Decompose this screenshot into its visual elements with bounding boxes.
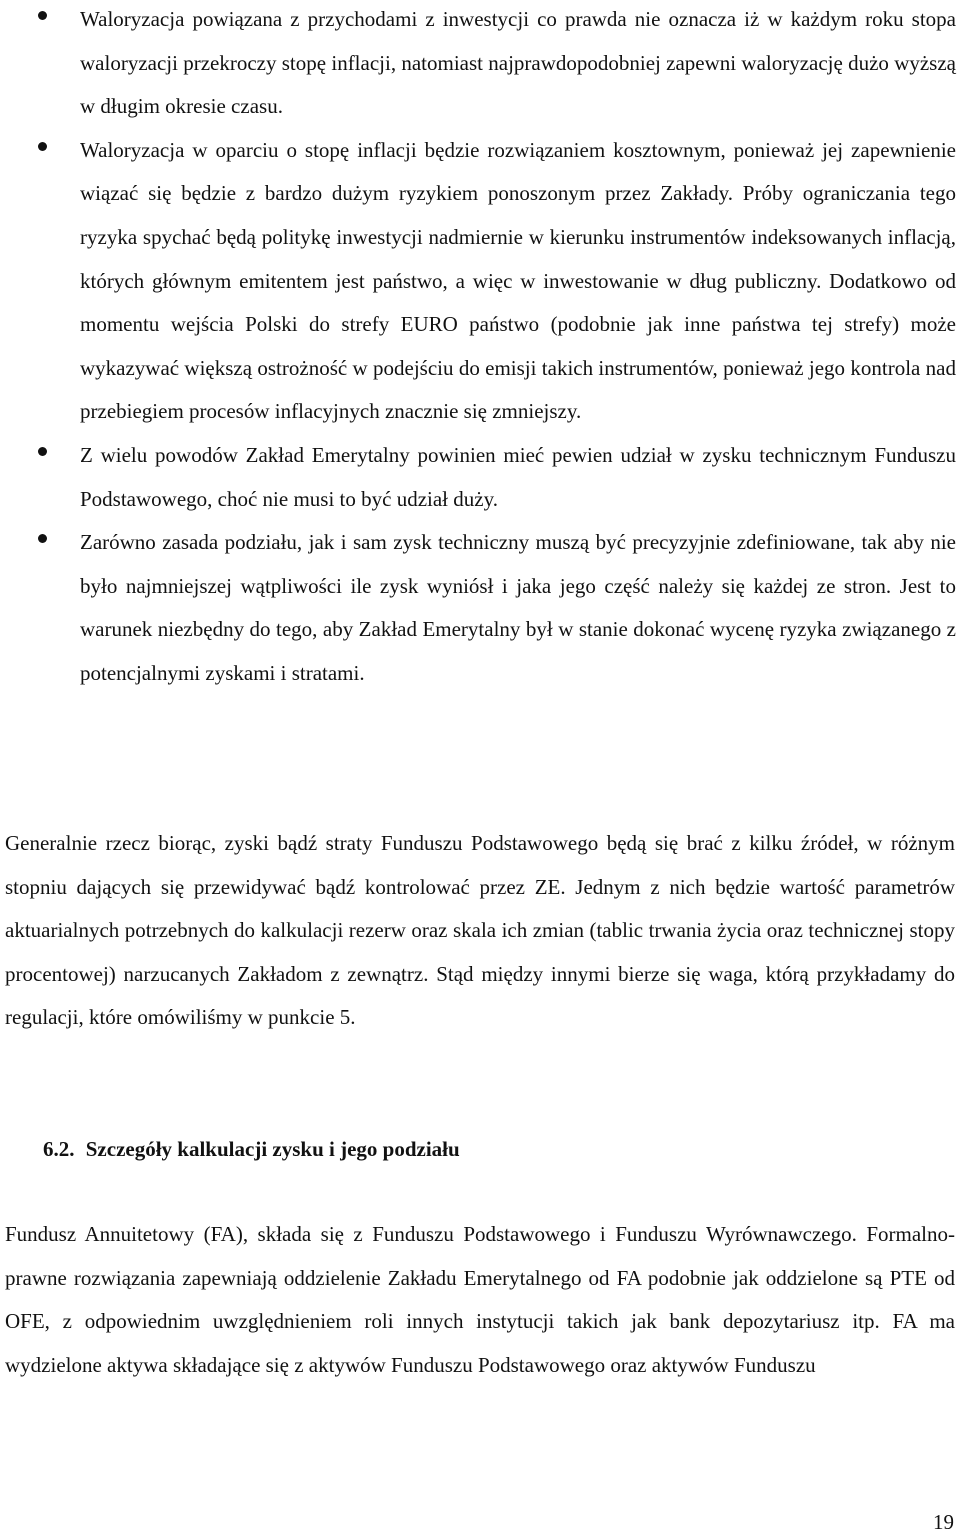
bullet-list — [0, 0, 960, 696]
bullet-text: Z wielu powodów Zakład Emerytalny powinien mieć pewien udział w zysku technicznym Funduszu Podstawowego, choć nie musi to być udział duży. — [80, 442, 956, 511]
section-title: Szczegóły kalkulacji zysku i jego podziału — [85, 1137, 460, 1161]
page-number: 19 — [933, 1510, 954, 1534]
body-paragraph: Generalnie rzecz biorąc, zyski bądź straty Funduszu Podstawowego będą się brać z kilku źródeł, w różnym stopniu dających się przewidywać bądź kontrolować przez ZE. Jednym z nich będzie wartość parametrów aktuarialnych potrzebnych do kalkulacji rezerw oraz skala ich zmian (tablic trwania życia oraz technicznej stopy procentowej) narzucanych Zakładom z zewnątrz. Stąd między innymi bierze się waga, którą przykładamy do regulacji, które omówiliśmy w punkcie 5. — [5, 831, 955, 1030]
body-paragraph: Fundusz Annuitetowy (FA), składa się z Funduszu Podstawowego i Funduszu Wyrównawczego. Formalno-prawne rozwiązania zapewniają oddzielenie Zakładu Emerytalnego od FA podobnie jak oddzielone są PTE od OFE, z odpowiednim uwzględnieniem roli innych instytucji takich jak bank depozytariusz itp. FA ma wydzielone aktywa składające się z aktywów Funduszu Podstawowego oraz aktywów Funduszu — [5, 1222, 955, 1377]
bullet-item — [0, 434, 960, 521]
bullet-item — [0, 0, 960, 129]
bullet-item — [0, 521, 960, 695]
section-number: 6.2. — [43, 1137, 75, 1161]
bullet-item — [0, 129, 960, 434]
bullet-text: Waloryzacja w oparciu o stopę inflacji będzie rozwiązaniem kosztownym, ponieważ jej zapewnienie wiązać się będzie z bardzo dużym ryzykiem ponoszonym przez Zakłady. Próby ograniczania tego ryzyka spychać będą politykę inwestycji nadmiernie w kierunku instrumentów indeksowanych inflacją, których głównym emitentem jest państwo, a więc w inwestowanie w dług publiczny. Dodatkowo od momentu wejścia Polski do strefy EURO państwo (podobnie jak inne państwa tej strefy) może wykazywać większą ostrożność w podejściu do emisji takich instrumentów, ponieważ jego kontrola nad przebiegiem procesów inflacyjnych znacznie się zmniejszy. — [80, 137, 956, 424]
bullet-dot-icon — [38, 447, 47, 456]
bullet-dot-icon — [38, 11, 47, 20]
bullet-text: Zarówno zasada podziału, jak i sam zysk techniczny muszą być precyzyjnie zdefiniowane, tak aby nie było najmniejszej wątpliwości ile zysk wyniósł i jaka jego część należy się każdej ze stron. Jest to warunek niezbędny do tego, aby Zakład Emerytalny był w stanie dokonać wycenę ryzyka związanego z potencjalnymi zyskami i stratami. — [80, 530, 956, 685]
section-heading — [43, 1132, 460, 1166]
bullet-dot-icon — [38, 142, 47, 151]
bullet-text: Waloryzacja powiązana z przychodami z inwestycji co prawda nie oznacza iż w każdym roku stopa waloryzacji przekroczy stopę inflacji, natomiast najprawdopodobniej zapewni waloryzację dużo wyższą w długim okresie czasu. — [80, 7, 956, 119]
bullet-dot-icon — [38, 534, 47, 543]
